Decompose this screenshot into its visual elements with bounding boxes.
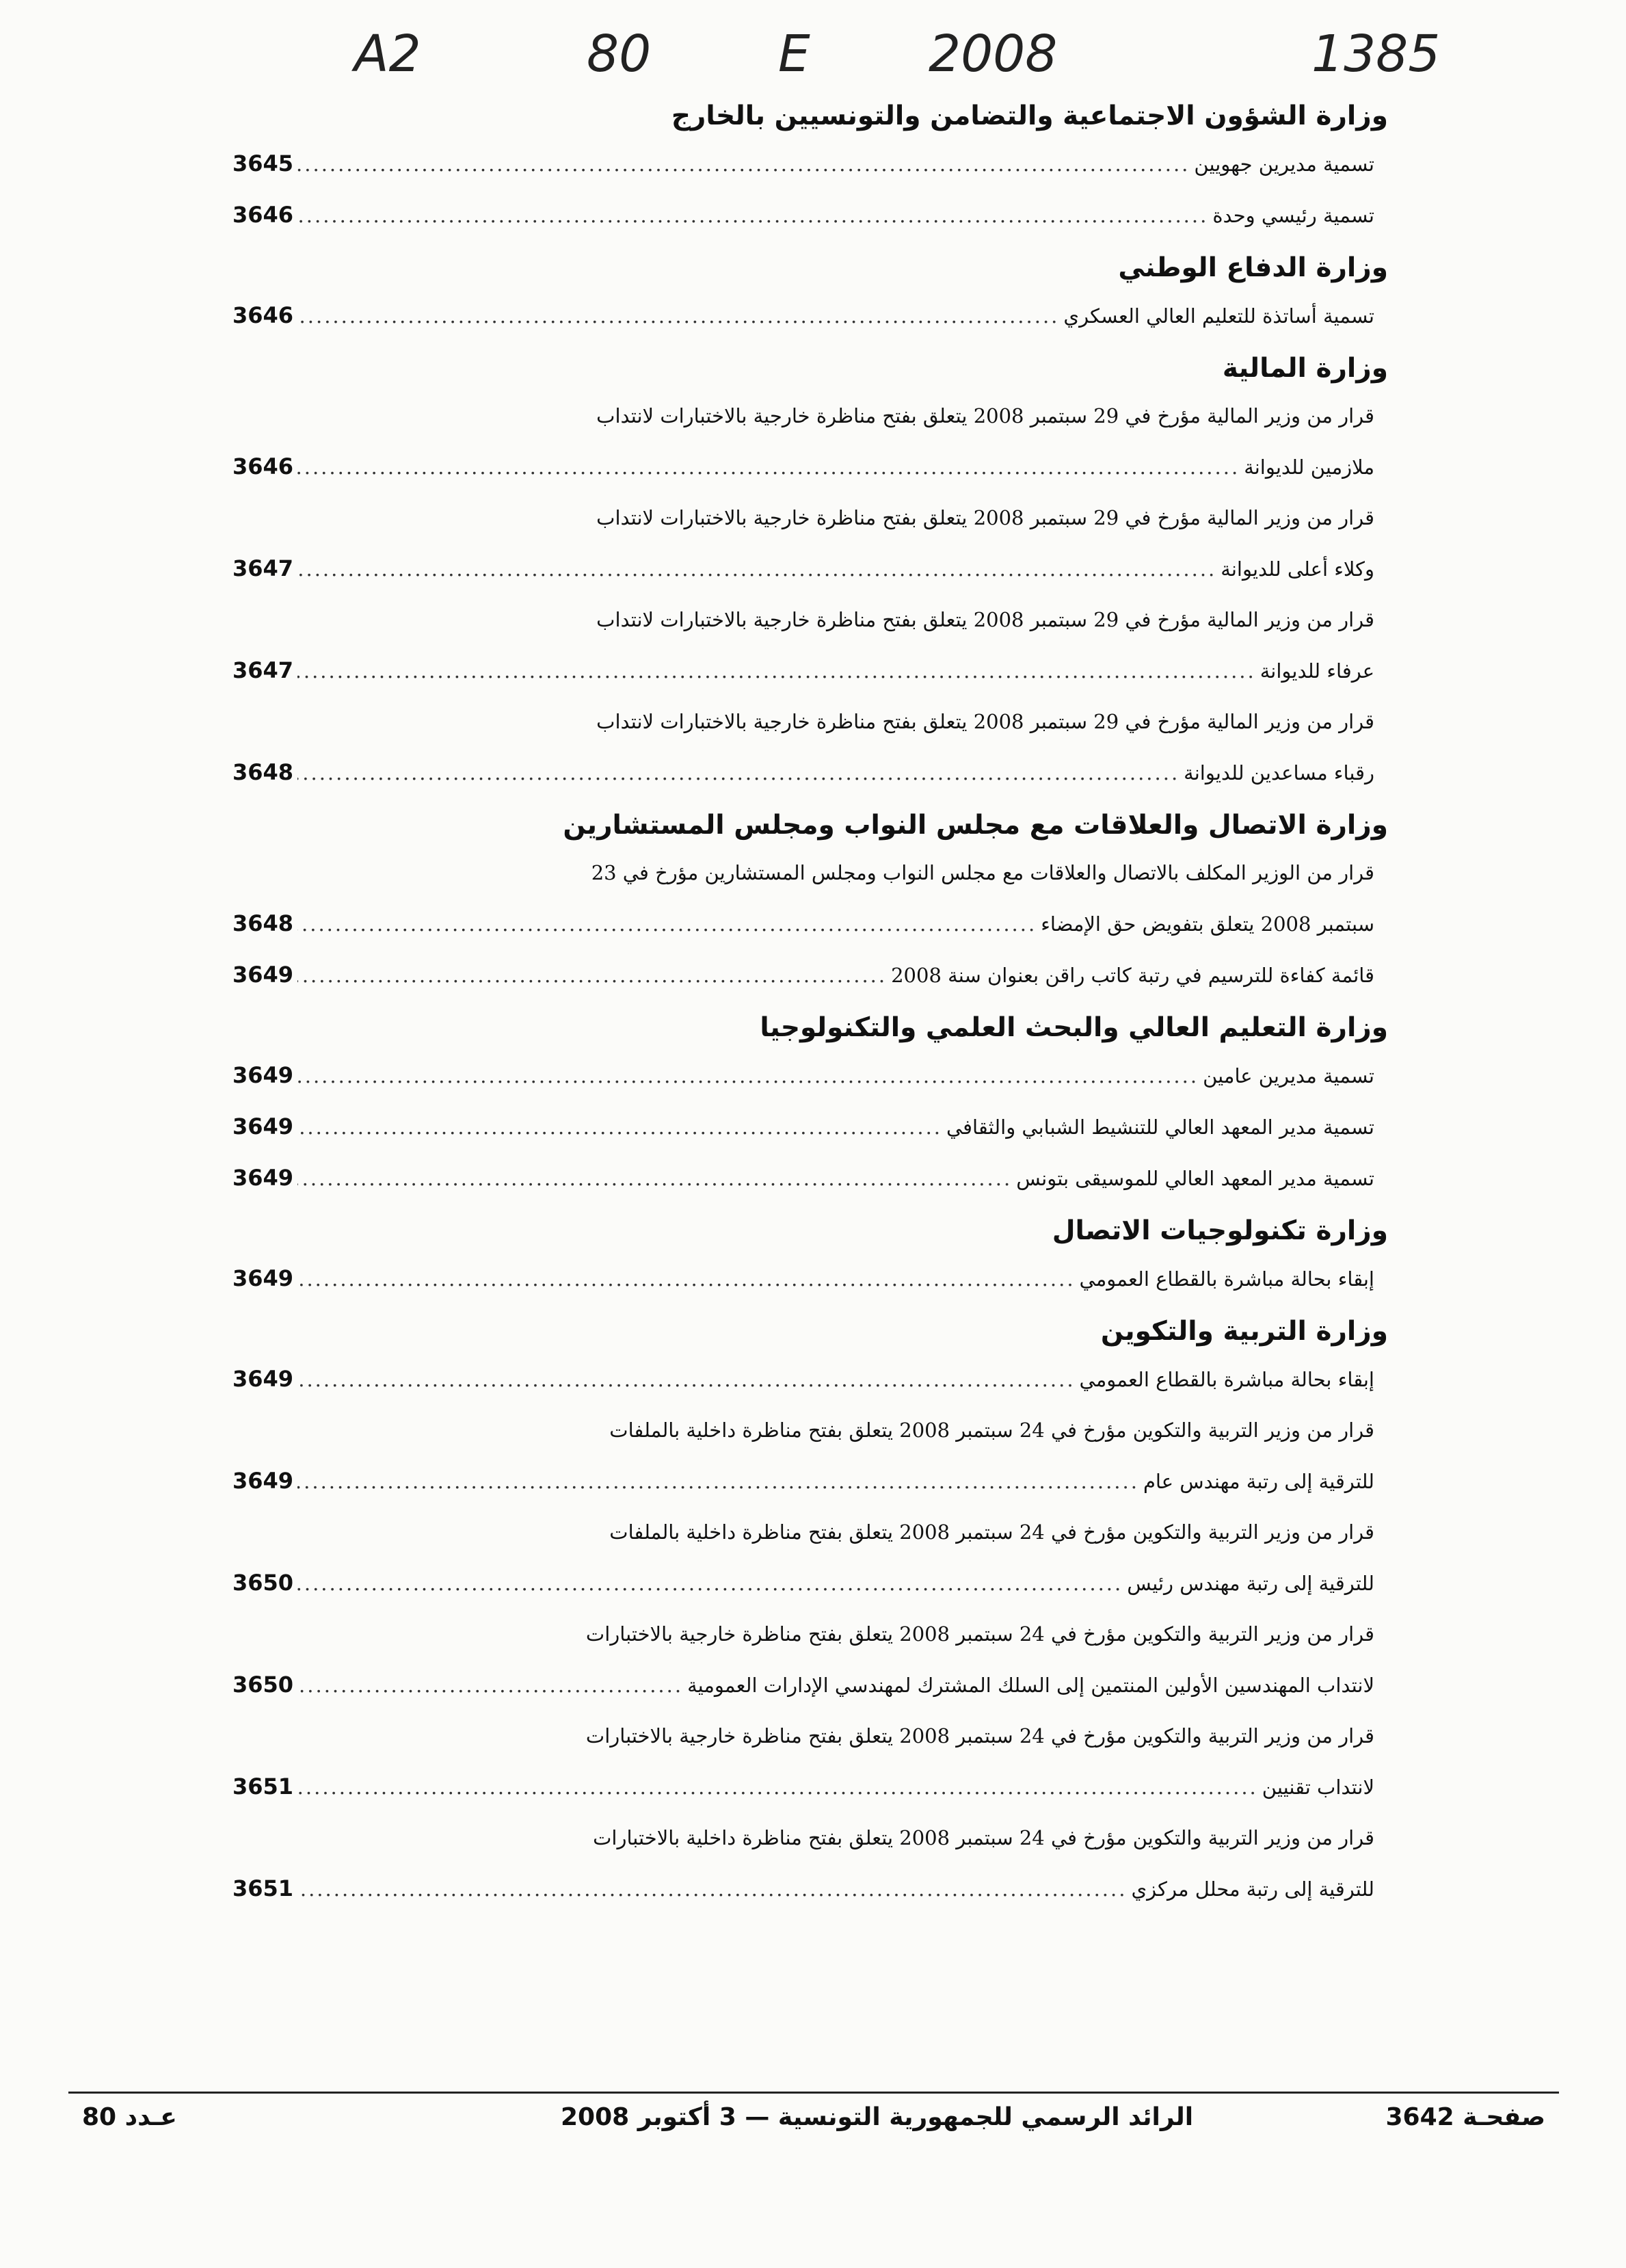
entry-text-line: قرار من وزير المالية مؤرخ في 29 سبتمبر 2008 يتعلق بفتح مناظرة خارجية بالاختبارات لانتداب <box>596 608 1374 631</box>
handwritten-annotation <box>354 12 1517 88</box>
toc-entry[interactable] <box>232 1050 1388 1101</box>
entry-text-line: قرار من وزير المالية مؤرخ في 29 سبتمبر 2008 يتعلق بفتح مناظرة خارجية بالاختبارات لانتداب <box>596 506 1374 529</box>
toc-entry[interactable] <box>232 1711 1388 1812</box>
toc-entry[interactable] <box>232 949 1388 1001</box>
page-footer <box>68 2103 1559 2144</box>
toc-entry[interactable] <box>232 391 1388 492</box>
entry-title: سبتمبر 2008 يتعلق بتفويض حق الإمضاء <box>1041 912 1374 936</box>
dot-leader <box>297 1864 1127 1914</box>
footer-rule <box>68 2092 1559 2094</box>
entry-text-line: قرار من وزير التربية والتكوين مؤرخ في 24 سبتمبر 2008 يتعلق بفتح مناظرة داخلية بالاختبارات <box>593 1826 1374 1849</box>
toc-entry[interactable] <box>232 1253 1388 1304</box>
dot-leader <box>297 1762 1258 1812</box>
handwritten-note: A2 <box>354 25 421 83</box>
entry-title: تسمية رئيسي وحدة <box>1212 204 1374 227</box>
entry-title: إبقاء بحالة مباشرة بالقطاع العمومي <box>1079 1267 1374 1291</box>
entry-page-number: 3646 <box>232 453 294 479</box>
toc-entry[interactable] <box>232 594 1388 696</box>
dot-leader <box>297 1354 1075 1405</box>
page-number-label: صفحـة 3642 <box>1385 2103 1545 2131</box>
entry-title: تسمية مدير المعهد العالي للموسيقى بتونس <box>1016 1167 1374 1190</box>
entry-page-number: 3648 <box>232 910 294 936</box>
entry-page-number: 3651 <box>232 1875 294 1901</box>
toc-entry[interactable] <box>232 847 1388 949</box>
entry-text-line: قرار من وزير التربية والتكوين مؤرخ في 24 سبتمبر 2008 يتعلق بفتح مناظرة خارجية بالاختبارات <box>585 1724 1374 1748</box>
entry-page-number: 3647 <box>232 555 294 581</box>
dot-leader <box>297 1153 1012 1204</box>
entry-text-line: قرار من وزير التربية والتكوين مؤرخ في 24 سبتمبر 2008 يتعلق بفتح مناظرة داخلية بالملفات <box>609 1520 1374 1544</box>
entry-title: للترقية إلى رتبة محلل مركزي <box>1131 1877 1374 1901</box>
entry-page-number: 3649 <box>232 1113 294 1139</box>
dot-leader <box>297 442 1240 492</box>
handwritten-note: 1385 <box>1311 25 1441 83</box>
entry-text-line: قرار من وزير المالية مؤرخ في 29 سبتمبر 2008 يتعلق بفتح مناظرة خارجية بالاختبارات لانتداب <box>596 710 1374 733</box>
toc-entry[interactable] <box>232 1507 1388 1609</box>
entry-page-number: 3649 <box>232 1265 294 1291</box>
dot-leader <box>297 1254 1075 1304</box>
entry-page-number: 3646 <box>232 302 294 328</box>
entry-page-number: 3651 <box>232 1773 294 1799</box>
dot-leader <box>297 1102 942 1152</box>
journal-title-date: الرائد الرسمي للجمهورية التونسية — 3 أكتوبر 2008 <box>561 2103 1194 2131</box>
entry-title: وكلاء أعلى للديوانة <box>1221 557 1374 581</box>
table-of-contents <box>232 89 1388 1914</box>
entry-title: ملازمين للديوانة <box>1244 456 1374 479</box>
entry-title: لانتداب تقنيين <box>1262 1776 1374 1799</box>
entry-page-number: 3646 <box>232 202 294 228</box>
handwritten-note: 2008 <box>929 25 1058 83</box>
toc-entry[interactable] <box>232 696 1388 798</box>
entry-page-number: 3649 <box>232 1062 294 1088</box>
dot-leader <box>297 1558 1123 1609</box>
entry-title: للترقية إلى رتبة مهندس رئيس <box>1127 1572 1374 1595</box>
entry-title: تسمية أساتذة للتعليم العالي العسكري <box>1063 304 1374 328</box>
entry-page-number: 3649 <box>232 1366 294 1392</box>
entry-page-number: 3649 <box>232 962 294 988</box>
entry-title: عرفاء للديوانة <box>1260 659 1374 683</box>
entry-title: قائمة كفاءة للترسيم في رتبة كاتب راقن بعنوان سنة 2008 <box>891 964 1374 987</box>
ministry-heading: وزارة التعليم العالي والبحث العلمي والتكنولوجيا <box>760 1012 1388 1043</box>
entry-title: إبقاء بحالة مباشرة بالقطاع العمومي <box>1079 1368 1374 1391</box>
entry-title: تسمية مديرين عامين <box>1203 1064 1374 1087</box>
dot-leader <box>297 1051 1199 1101</box>
entry-title: تسمية مدير المعهد العالي للتنشيط الشبابي والثقافي <box>946 1116 1374 1139</box>
entry-page-number: 3650 <box>232 1570 294 1596</box>
entry-title: رقباء مساعدين للديوانة <box>1184 761 1374 784</box>
dot-leader <box>297 1456 1139 1507</box>
ministry-heading: وزارة الاتصال والعلاقات مع مجلس النواب ومجلس المستشارين <box>563 810 1388 841</box>
issue-number: عـدد 80 <box>82 2103 177 2131</box>
dot-leader <box>297 139 1190 189</box>
entry-page-number: 3647 <box>232 657 294 683</box>
ministry-heading: وزارة المالية <box>1222 353 1388 384</box>
entry-text-line: قرار من وزير التربية والتكوين مؤرخ في 24 سبتمبر 2008 يتعلق بفتح مناظرة داخلية بالملفات <box>609 1419 1374 1442</box>
handwritten-note: 80 <box>587 25 652 83</box>
handwritten-note: E <box>778 25 810 83</box>
dot-leader <box>297 646 1256 696</box>
ministry-heading: وزارة تكنولوجيات الاتصال <box>1052 1215 1388 1246</box>
toc-entry[interactable] <box>232 1405 1388 1507</box>
ministry-heading: وزارة الدفاع الوطني <box>1118 252 1388 283</box>
toc-entry[interactable] <box>232 138 1388 189</box>
entry-title: للترقية إلى رتبة مهندس عام <box>1143 1470 1374 1493</box>
toc-entry[interactable] <box>232 492 1388 594</box>
ministry-heading: وزارة التربية والتكوين <box>1100 1316 1388 1347</box>
entry-page-number: 3649 <box>232 1468 294 1494</box>
toc-entry[interactable] <box>232 1812 1388 1914</box>
dot-leader <box>297 291 1059 341</box>
dot-leader <box>297 544 1216 594</box>
toc-entry[interactable] <box>232 1152 1388 1204</box>
dot-leader <box>297 1660 683 1711</box>
dot-leader <box>297 190 1208 241</box>
dot-leader <box>297 950 887 1001</box>
toc-entry[interactable] <box>232 189 1388 241</box>
toc-entry[interactable] <box>232 1609 1388 1711</box>
entry-page-number: 3649 <box>232 1165 294 1191</box>
toc-entry[interactable] <box>232 290 1388 341</box>
toc-entry[interactable] <box>232 1354 1388 1405</box>
entry-title: تسمية مديرين جهويين <box>1194 153 1374 176</box>
entry-text-line: قرار من وزير التربية والتكوين مؤرخ في 24 سبتمبر 2008 يتعلق بفتح مناظرة خارجية بالاختبارات <box>585 1622 1374 1646</box>
entry-text-line: قرار من الوزير المكلف بالاتصال والعلاقات مع مجلس النواب ومجلس المستشارين مؤرخ في 23 <box>591 861 1374 884</box>
entry-title: لانتداب المهندسين الأولين المنتمين إلى السلك المشترك لمهندسي الإدارات العمومية <box>687 1674 1374 1697</box>
entry-page-number: 3650 <box>232 1672 294 1698</box>
entry-page-number: 3648 <box>232 759 294 785</box>
dot-leader <box>297 899 1037 949</box>
ministry-heading: وزارة الشؤون الاجتماعية والتضامن والتونسيين بالخارج <box>671 101 1388 131</box>
dot-leader <box>297 748 1179 798</box>
entry-page-number: 3645 <box>232 150 294 176</box>
entry-text-line: قرار من وزير المالية مؤرخ في 29 سبتمبر 2008 يتعلق بفتح مناظرة خارجية بالاختبارات لانتداب <box>596 404 1374 427</box>
toc-entry[interactable] <box>232 1101 1388 1152</box>
